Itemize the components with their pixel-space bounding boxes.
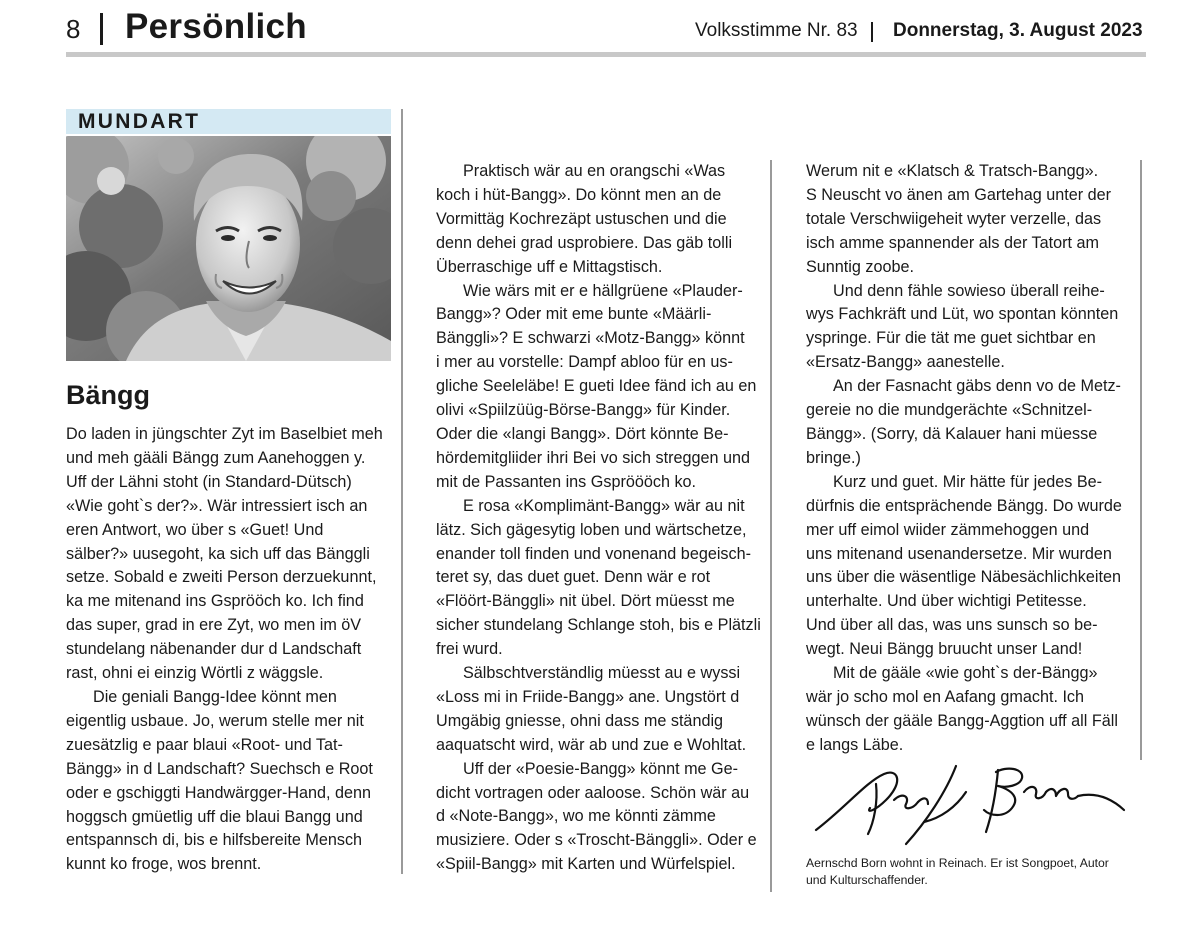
text-line: Uff der «Poesie-Bangg» könnt me Ge- <box>463 759 739 778</box>
text-line: totale Verschwiigeheit wyter verzelle, das <box>806 209 1102 228</box>
text-line: S Neuscht vo änen am Gartehag unter der <box>806 185 1112 204</box>
text-line: yspringe. Für die tät me guet sichtbar en <box>806 329 1096 348</box>
text-line: olivi «Spiilzüüg-Börse-Bangg» für Kinder. <box>436 401 731 420</box>
section-title: Persönlich <box>125 7 307 46</box>
text-line: Praktisch wär au en orangschi «Was <box>463 162 726 180</box>
kicker-label: MUNDART <box>78 110 201 133</box>
text-line: teret sy, das duet guet. Denn wär e rot <box>436 568 711 587</box>
text-line: hoggsch gmüetlig uff die blaui Bangg und <box>66 807 363 826</box>
text-line: Uff der Lähni stoht (in Standard-Dütsch) <box>66 472 352 491</box>
text-line: sicher stundelang Schlange stoh, bis e Plätzli <box>436 616 761 635</box>
text-line: Sälbschtverständlig müesst au e wyssi <box>463 664 741 683</box>
text-line: frei wurd. <box>436 640 503 659</box>
text-line: mer uff eimol wiider zämmehoggen und <box>806 520 1090 539</box>
column-rule-3 <box>1140 160 1142 760</box>
text-line: oder e gschiggti Handwärgger-Hand, denn <box>66 783 372 802</box>
text-line: bringe.) <box>806 448 861 467</box>
text-line: aaquatscht wird, wär ab und zue e Wohltat. <box>436 735 747 754</box>
text-line: enander toll finden und vonenand begeisch- <box>436 544 752 563</box>
article-column-1 <box>66 423 383 877</box>
text-line: Mit de gääle «wie goht`s der-Bängg» <box>833 664 1098 683</box>
text-line: i mer au vorstelle: Dampf abloo für en us- <box>436 353 733 372</box>
text-line: rast, ohni ei einzig Wörtli z wäggsle. <box>66 664 324 683</box>
header-rule <box>66 52 1146 57</box>
author-signature <box>806 752 1136 852</box>
text-line: Vormittäg Kochrezäpt ustuschen und die <box>436 209 727 228</box>
author-photo <box>66 136 391 361</box>
text-line: Bängg». (Sorry, dä Kalauer hani müesse <box>806 424 1098 443</box>
column-kicker <box>66 109 391 134</box>
text-line: gereie no die mundgerächte «Schnitzel- <box>806 401 1093 420</box>
text-line: «Ersatz-Bangg» aanestelle. <box>806 353 1005 372</box>
text-line: mit de Passanten ins Gspröööch ko. <box>436 472 697 491</box>
text-line: wys Fachkräft und Lüt, wo spontan könnten <box>806 305 1119 324</box>
text-line: uns mitenand usenandersetze. Mir wurden <box>806 544 1112 563</box>
article-column-2 <box>436 160 761 877</box>
text-line: und meh gääli Bängg zum Aanehoggen y. <box>66 448 366 467</box>
article-column-3 <box>806 160 1122 758</box>
text-line: setze. Sobald e zweiti Person derzuekunnt, <box>66 568 377 587</box>
text-line: «Loss mi in Friide-Bangg» ane. Ungstört d <box>436 687 740 706</box>
text-line: «Flöört-Bänggli» nit übel. Dört müesst me <box>436 592 735 611</box>
text-line: Bänggli»? E schwarzi «Motz-Bangg» könnt <box>436 329 745 348</box>
text-line: «Wie goht`s der?». Wär intressiert isch an <box>66 496 368 515</box>
text-line: entspannsch di, bis e hilfsbereite Mensch <box>66 831 363 850</box>
text-line: wegt. Neui Bängg bruucht unser Land! <box>806 640 1083 659</box>
text-line: e langs Läbe. <box>806 735 904 754</box>
publication-issue: Volksstimme Nr. 83 <box>695 20 858 41</box>
text-line: Umgäbig gniesse, ohni dass me ständig <box>436 711 724 730</box>
text-line: wünsch der gääle Bangg-Aggtion uff all Fäll <box>806 711 1118 730</box>
text-line: Bangg»? Oder mit eme bunte «Määrli- <box>436 305 712 324</box>
header-divider-2 <box>871 22 873 42</box>
text-line: Wie wärs mit er e hällgrüene «Plauder- <box>463 281 743 300</box>
text-line: gliche Seeleläbe! E gueti Idee fänd ich au en <box>436 377 757 396</box>
text-line: zuesätzlig e paar blaui «Root- und Tat- <box>66 735 343 754</box>
text-line: E rosa «Komplimänt-Bangg» wär au nit <box>463 496 745 515</box>
text-line: Oder die «langi Bangg». Dört könnte Be- <box>436 424 729 443</box>
column-rule-1 <box>401 109 403 874</box>
text-line: wär jo scho mol en Aafang gmacht. Ich <box>806 687 1085 706</box>
text-line: Überraschige uff e Mittagstisch. <box>436 257 663 276</box>
text-line: musiziere. Oder s «Troscht-Bänggli». Oder e <box>436 831 757 850</box>
header-divider <box>100 13 103 45</box>
text-line: isch amme spannender als der Tatort am <box>806 233 1100 252</box>
text-line: kunnt ko froge, wos brennt. <box>66 855 262 874</box>
author-caption <box>806 855 1109 888</box>
text-line: Kurz und guet. Mir hätte für jedes Be- <box>833 472 1103 491</box>
text-line: «Spiil-Bangg» mit Karten und Würfelspiel. <box>436 855 736 874</box>
text-line: Die geniali Bangg-Idee könnt men <box>93 687 337 706</box>
text-line: Sunntig zoobe. <box>806 257 915 276</box>
text-line: lätz. Sich gägesytig loben und wärtschetze, <box>436 520 747 539</box>
article-title: Bängg <box>66 380 150 410</box>
text-line: sälber?» uusegoht, ka sich uff das Bänggli <box>66 544 370 563</box>
text-line: koch i hüt-Bangg». Do könnt men an de <box>436 185 722 204</box>
text-line: Und über all das, was uns sunsch so be- <box>806 616 1098 635</box>
text-line: denn dehei grad usprobiere. Das gäb tolli <box>436 233 733 252</box>
column-rule-2 <box>770 160 772 892</box>
text-line: das super, grad in ere Zyt, wo men im öV <box>66 616 362 635</box>
text-line: unterhalte. Und über wichtigi Petitesse. <box>806 592 1087 611</box>
text-line: An der Fasnacht gäbs denn vo de Metz- <box>833 377 1121 396</box>
text-line: Bängg» in d Landschaft? Suechsch e Root <box>66 759 373 778</box>
text-line: uns über die wäsentlige Näbesächlichkeiten <box>806 568 1121 587</box>
text-line: hördemitgliider ihri Bei vo sich streggen und <box>436 448 751 467</box>
page-number: 8 <box>66 14 81 44</box>
text-line: eren Antwort, wo über s «Guet! Und <box>66 520 324 539</box>
text-line: Und denn fähle sowieso überall reihe- <box>833 281 1105 300</box>
text-line: stundelang näbenander dur d Landschaft <box>66 640 362 659</box>
text-line: ka me mitenand ins Gsprööch ko. Ich find <box>66 592 364 611</box>
caption-line: und Kulturschaffender. <box>806 872 928 887</box>
text-line: d «Note-Bangg», wo me könnti zämme <box>436 807 716 826</box>
text-line: Do laden in jüngschter Zyt im Baselbiet meh <box>66 425 383 443</box>
caption-line: Aernschd Born wohnt in Reinach. Er ist Songpoet, Autor <box>806 856 1109 870</box>
text-line: dicht vortragen oder aaloose. Schön wär au <box>436 783 750 802</box>
text-line: Werum nit e «Klatsch & Tratsch-Bangg». <box>806 162 1099 180</box>
issue-date: Donnerstag, 3. August 2023 <box>893 20 1143 41</box>
text-line: eigentlig usbaue. Jo, werum stelle mer nit <box>66 711 364 730</box>
text-line: dürfnis die entsprächende Bängg. Do wurde <box>806 496 1122 515</box>
